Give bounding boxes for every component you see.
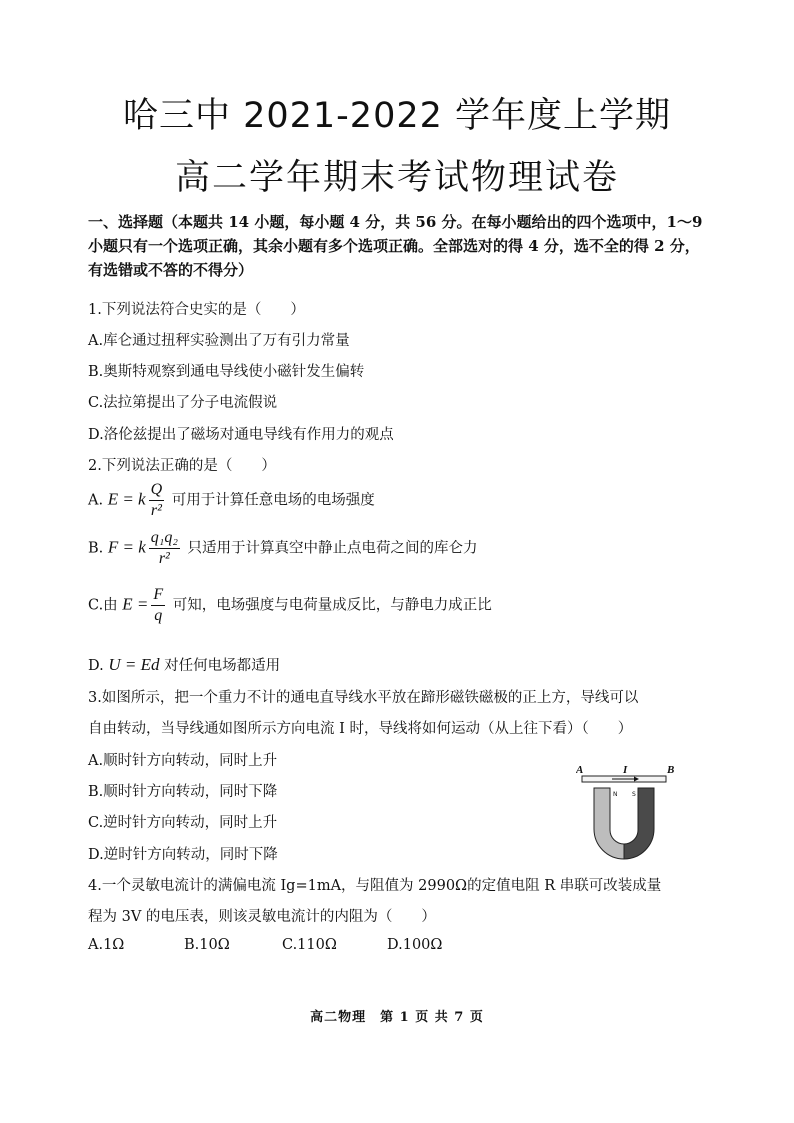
q4-option-a: A.1Ω (88, 937, 125, 953)
pole-label-s: S (632, 791, 636, 798)
section-heading: 一、选择题（本题共 14 小题，每小题 4 分，共 56 分。在每小题给出的四个选项中，1～9 小题只有一个选项正确，其余小题有多个选项正确。全部选对的得 4 分，选不全的得 2 分，有选错或不答的不得分） (88, 213, 703, 279)
figure-label-i: I (623, 764, 628, 776)
q2-c-denominator: q (154, 607, 163, 624)
page-footer: 高二物理 第 1 页 共 7 页 (310, 1010, 484, 1025)
q1-option-a: A.库仑通过扭秤实验测出了万有引力常量 (88, 333, 350, 349)
q2-option-d (88, 654, 280, 675)
q4-stem-line1: 4.一个灵敏电流计的满偏电流 Ig=1mA，与阻值为 2990Ω的定值电阻 R 串联可改装成量 (88, 878, 662, 894)
q4-option-b: B.10Ω (184, 937, 230, 953)
q2-d-text: 对任何电场都适用 (164, 658, 281, 674)
q3-option-a: A.顺时针方向转动，同时上升 (88, 753, 278, 769)
q2-b-numerator: q₁q₂ (150, 529, 178, 546)
magnet-n-arm (594, 788, 624, 859)
q2-d-formula: U = Ed (108, 655, 160, 674)
q2-a-prefix: A. (88, 492, 104, 509)
q2-option-c (88, 585, 492, 626)
q2-c-text: 可知，电场强度与电荷量成反比，与静电力成正比 (172, 597, 492, 614)
q2-a-formula-lhs: E = k (107, 489, 146, 509)
magnet-s-arm (624, 788, 654, 859)
q4-option-d: D.100Ω (387, 937, 443, 953)
q1-option-c: C.法拉第提出了分子电流假说 (88, 395, 278, 411)
q2-a-denominator: r² (150, 502, 162, 519)
q4-option-c: C.110Ω (282, 937, 337, 953)
q2-b-denominator: r² (158, 550, 170, 567)
q2-stem: 2.下列说法正确的是（ ） (88, 458, 276, 474)
q3-option-d: D.逆时针方向转动，同时下降 (88, 847, 278, 863)
q2-b-text: 只适用于计算真空中静止点电荷之间的库仑力 (187, 540, 478, 557)
q2-option-a (88, 480, 375, 521)
q3-option-c: C.逆时针方向转动，同时上升 (88, 815, 278, 831)
q2-option-b (88, 528, 478, 569)
q3-stem-line2: 自由转动，当导线通如图所示方向电流 I 时，导线将如何运动（从上往下看）（ ） (88, 721, 633, 737)
q2-c-formula-lhs: E = (122, 594, 149, 614)
q1-stem: 1.下列说法符合史实的是（ ） (88, 302, 305, 318)
q2-b-formula-lhs: F = k (107, 537, 146, 557)
q2-c-prefix: C.由 (88, 597, 118, 614)
figure-label-a: A (576, 764, 584, 776)
q2-a-numerator: Q (150, 481, 163, 498)
pole-label-n: N (613, 791, 618, 798)
q2-a-text: 可用于计算任意电场的电场强度 (171, 492, 375, 509)
q1-option-b: B.奥斯特观察到通电导线使小磁针发生偏转 (88, 364, 365, 380)
q2-a-fraction (149, 480, 165, 521)
q2-b-fraction (149, 528, 180, 569)
q2-d-prefix: D. (88, 658, 104, 674)
q2-c-fraction (151, 585, 165, 626)
q2-c-numerator: F (153, 586, 164, 603)
q3-stem-line1: 3.如图所示，把一个重力不计的通电直导线水平放在蹄形磁铁磁极的正上方，导线可以 (88, 690, 639, 706)
exam-title-line1: 哈三中 2021-2022 学年度上学期 (122, 96, 672, 136)
q1-option-d: D.洛伦兹提出了磁场对通电导线有作用力的观点 (88, 427, 394, 443)
q2-b-prefix: B. (88, 540, 104, 557)
q4-stem-line2: 程为 3V 的电压表，则该灵敏电流计的内阻为（ ） (88, 909, 436, 925)
exam-title-line2: 高二学年期末考试物理试卷 (174, 158, 619, 198)
q3-option-b: B.顺时针方向转动，同时下降 (88, 784, 278, 800)
figure-label-b: B (667, 764, 675, 776)
horseshoe-magnet-figure (576, 760, 680, 860)
